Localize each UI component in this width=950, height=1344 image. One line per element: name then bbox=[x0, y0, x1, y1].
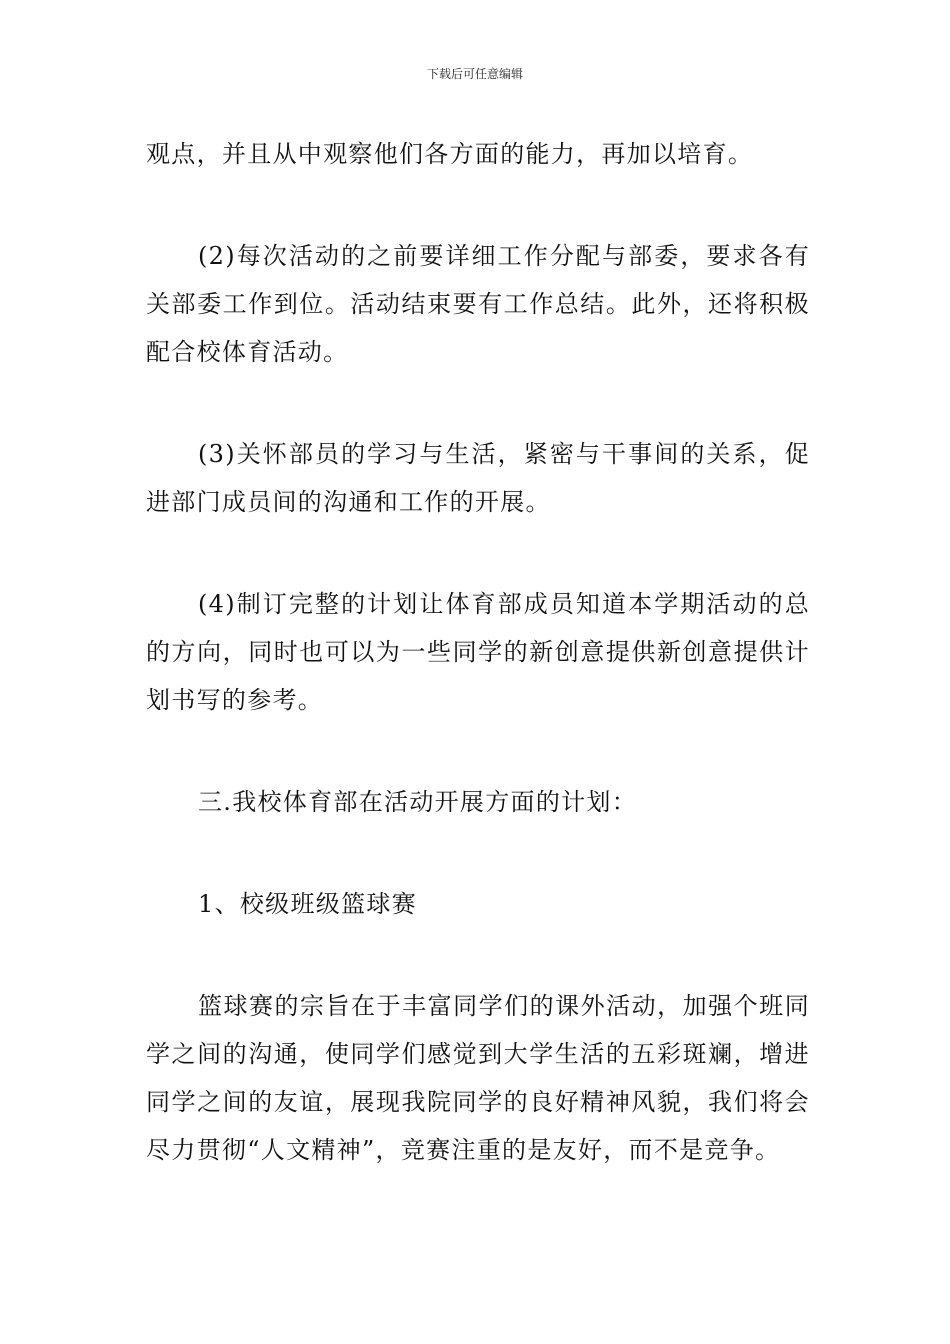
section-heading: 三.我校体育部在活动开展方面的计划： bbox=[198, 788, 638, 816]
paragraph-item-2: (2)每次活动的之前要详细工作分配与部委，要求各有关部委工作到位。活动结束要有工作总结。此外，还将积极配合校体育活动。 bbox=[146, 242, 810, 366]
header-note: 下载后可任意编辑 bbox=[426, 67, 523, 81]
document-body bbox=[146, 130, 810, 1174]
paragraph-gap bbox=[146, 526, 810, 580]
paragraph-basketball: 篮球赛的宗旨在于丰富同学们的课外活动，加强个班同学之间的沟通，使同学们感觉到大学生活的五彩斑斓，增进同学之间的友谊，展现我院同学的良好精神风貌，我们将会尽力贯彻“人文精神”，竞赛注重的是友好，而不是竞争。 bbox=[146, 992, 810, 1164]
paragraph-gap bbox=[146, 178, 810, 232]
paragraph-continuation: 观点，并且从中观察他们各方面的能力，再加以培育。 bbox=[146, 140, 754, 168]
paragraph-gap bbox=[146, 376, 810, 430]
paragraph-gap bbox=[146, 724, 810, 778]
subsection-heading: 1、校级班级篮球赛 bbox=[198, 890, 417, 918]
paragraph-item-3: (3)关怀部员的学习与生活，紧密与干事间的关系，促进部门成员间的沟通和工作的开展。 bbox=[146, 440, 810, 516]
paragraph-gap bbox=[146, 826, 810, 880]
paragraph-item-4: (4)制订完整的计划让体育部成员知道本学期活动的总的方向，同时也可以为一些同学的新创意提供新创意提供计划书写的参考。 bbox=[146, 590, 810, 714]
paragraph-gap bbox=[146, 928, 810, 982]
